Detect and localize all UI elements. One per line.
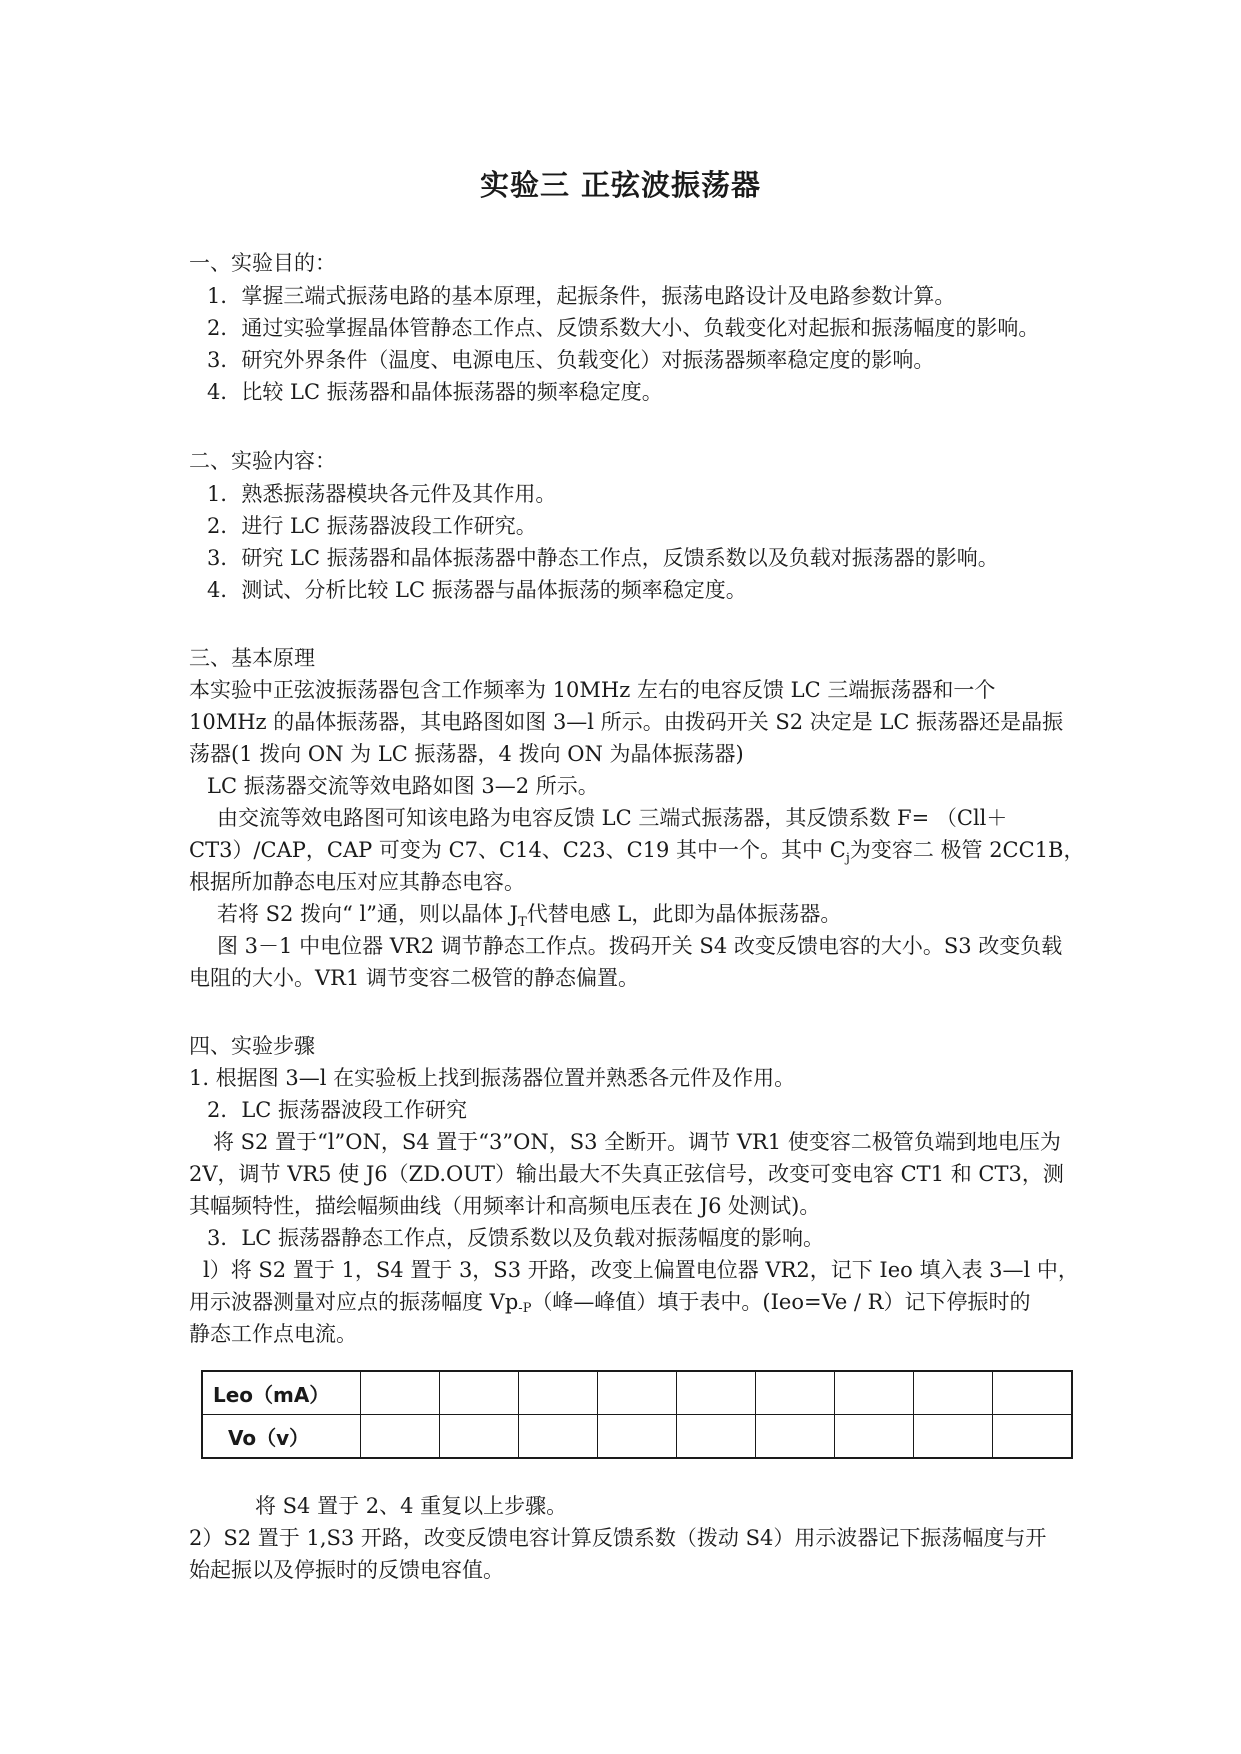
section-heading-steps: 四、实验步骤 [189,1034,315,1058]
objective-item: 2．通过实验掌握晶体管静态工作点、反馈系数大小、负载变化对起振和振荡幅度的影响。 [207,316,1040,340]
table-cell [914,1371,993,1415]
principle-text: CT3）/CAP，CAP 可变为 C7、C14、C23、C19 其中一个。其中 C [189,838,846,862]
row-label-vo: Vo（v） [202,1415,361,1459]
principle-line: 图 3－1 中电位器 VR2 调节静态工作点。拨码开关 S4 改变反馈电容的大小。S3 改变负载 [217,934,1063,958]
section-heading-objectives: 一、实验目的： [189,251,336,275]
subscript-t: T [518,915,527,930]
step-line: 静态工作点电流。 [189,1322,357,1346]
step-line: 2V，调节 VR5 使 J6（ZD.OUT）输出最大不失真正弦信号，改变可变电容 CT1 和 CT3，测 [189,1162,1064,1186]
principle-text: 代替电感 L，此即为晶体振荡器。 [526,902,842,926]
step-line: 始起振以及停振时的反馈电容值。 [189,1558,504,1582]
content-item: 1．熟悉振荡器模块各元件及其作用。 [207,482,557,506]
principle-line: 根据所加静态电压对应其静态电容。 [189,870,525,894]
table-cell [835,1415,914,1459]
table-cell [361,1371,440,1415]
table-cell [361,1415,440,1459]
table-cell [993,1415,1073,1459]
step-line: 3．LC 振荡器静态工作点，反馈系数以及负载对振荡幅度的影响。 [207,1226,825,1250]
row-label-ieo: Leo（mA） [202,1371,361,1415]
table-cell [440,1371,519,1415]
step-text: 用示波器测量对应点的振荡幅度 Vp [189,1290,519,1314]
principle-line: 10MHz 的晶体振荡器，其电路图如图 3—l 所示。由拨码开关 S2 决定是 LC 振荡器还是晶振 [189,710,1064,734]
table-cell [598,1371,677,1415]
table-cell [756,1371,835,1415]
table-cell [598,1415,677,1459]
table-cell [440,1415,519,1459]
principle-line: LC 振荡器交流等效电路如图 3—2 所示。 [207,774,599,798]
objective-item: 3．研究外界条件（温度、电源电压、负载变化）对振荡器频率稳定度的影响。 [207,348,935,372]
principle-text: 若将 S2 拨向“ l”通，则以晶体 J [217,902,519,926]
step-line: 1. 根据图 3—l 在实验板上找到振荡器位置并熟悉各元件及作用。 [189,1066,796,1090]
table-cell [756,1415,835,1459]
step-line: 2．LC 振荡器波段工作研究 [207,1098,468,1122]
step-line: l）将 S2 置于 1，S4 置于 3，S3 开路，改变上偏置电位器 VR2，记下 Ieo 填入表 3—l 中， [203,1258,1079,1282]
step-line: 将 S2 置于“l”ON，S4 置于“3”ON，S3 全断开。调节 VR1 使变容二极管负端到地电压为 [213,1130,1061,1154]
table-cell [835,1371,914,1415]
table-cell [677,1371,756,1415]
objective-item: 4．比较 LC 振荡器和晶体振荡器的频率稳定度。 [207,380,663,404]
content-item: 2．进行 LC 振荡器波段工作研究。 [207,514,537,538]
principle-line: 本实验中正弦波振荡器包含工作频率为 10MHz 左右的电容反馈 LC 三端振荡器和一个 [189,678,996,702]
principle-line [189,835,1084,865]
step-line: 将 S4 置于 2、4 重复以上步骤。 [255,1494,568,1518]
content-item: 4．测试、分析比较 LC 振荡器与晶体振荡的频率稳定度。 [207,578,747,602]
table-row [202,1371,1072,1415]
table-cell [914,1415,993,1459]
principle-text: 为变容二 极管 2CC1B， [849,838,1085,862]
section-heading-content: 二、实验内容： [189,449,336,473]
subscript-j: j [845,851,850,866]
table-cell [993,1371,1073,1415]
page-title: 实验三 正弦波振荡器 [479,168,762,202]
content-item: 3．研究 LC 振荡器和晶体振荡器中静态工作点，反馈系数以及负载对振荡器的影响。 [207,546,999,570]
principle-line: 由交流等效电路图可知该电路为电容反馈 LC 三端式振荡器，其反馈系数 F= （Cll＋ [217,806,1008,830]
subscript-p: -P [518,1301,532,1316]
principle-line: 荡器(1 拨向 ON 为 LC 振荡器，4 拨向 ON 为晶体振荡器) [189,742,744,766]
table-row [202,1415,1072,1459]
principle-line: 电阻的大小。VR1 调节变容二极管的静态偏置。 [189,966,640,990]
table-cell [519,1371,598,1415]
measurement-table [201,1370,1073,1459]
table-cell [519,1415,598,1459]
step-line [189,1287,1031,1317]
section-heading-principle: 三、基本原理 [189,646,315,670]
step-text: （峰—峰值）填于表中。(Ieo=Ve / R）记下停振时的 [531,1290,1031,1314]
objective-item: 1．掌握三端式振荡电路的基本原理，起振条件，振荡电路设计及电路参数计算。 [207,284,956,308]
table-cell [677,1415,756,1459]
step-line: 2）S2 置于 1,S3 开路，改变反馈电容计算反馈系数（拨动 S4）用示波器记下振荡幅度与开 [189,1526,1047,1550]
principle-line [217,899,841,929]
step-line: 其幅频特性，描绘幅频曲线（用频率计和高频电压表在 J6 处测试)。 [189,1194,821,1218]
